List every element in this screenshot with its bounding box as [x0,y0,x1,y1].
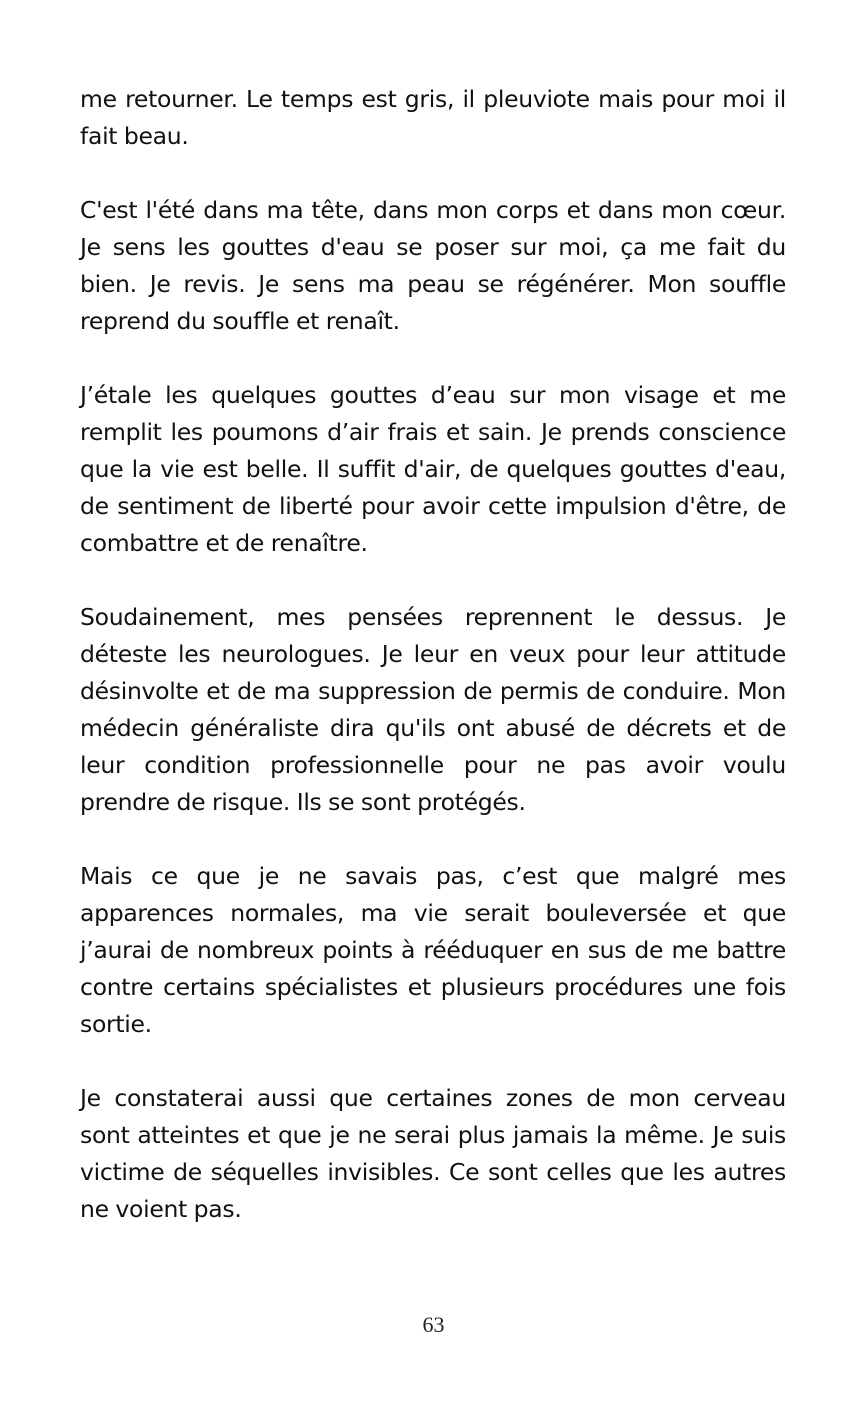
paragraph-3: J’étale les quelques gouttes d’eau sur mon visage et me remplit les poumons d’air frais et sain. Je prends conscience que la vie est belle. Il suffit d'air, de quelques gouttes d'eau, de sentiment de liberté pour avoir cette impulsion d'être, de combattre et de renaître. [80,381,786,557]
paragraph-2: C'est l'été dans ma tête, dans mon corps et dans mon cœur. Je sens les gouttes d'eau se poser sur moi, ça me fait du bien. Je revis. Je sens ma peau se régénérer. Mon souffle reprend du souffle et renaît. [80,196,786,335]
paragraph-1: me retourner. Le temps est gris, il pleuviote mais pour moi il fait beau. [80,85,786,150]
page-number: 63 [422,1312,445,1337]
paragraph-6: Je constaterai aussi que certaines zones de mon cerveau sont atteintes et que je ne serai plus jamais la même. Je suis victime de séquelles invisibles. Ce sont celles que les autres ne voient pas. [80,1084,786,1223]
paragraph-5: Mais ce que je ne savais pas, c’est que malgré mes apparences normales, ma vie serait bouleversée et que j’aurai de nombreux points à rééduquer en sus de me battre contre certains spécialistes et plusieurs procédures une fois sortie. [80,862,786,1038]
paragraph-4: Soudainement, mes pensées reprennent le dessus. Je déteste les neurologues. Je leur en veux pour leur attitude désinvolte et de ma suppression de permis de conduire. Mon médecin généraliste dira qu'ils ont abusé de décrets et de leur condition professionnelle pour ne pas avoir voulu prendre de risque. Ils se sont protégés. [80,603,786,816]
body-text [80,81,786,1228]
